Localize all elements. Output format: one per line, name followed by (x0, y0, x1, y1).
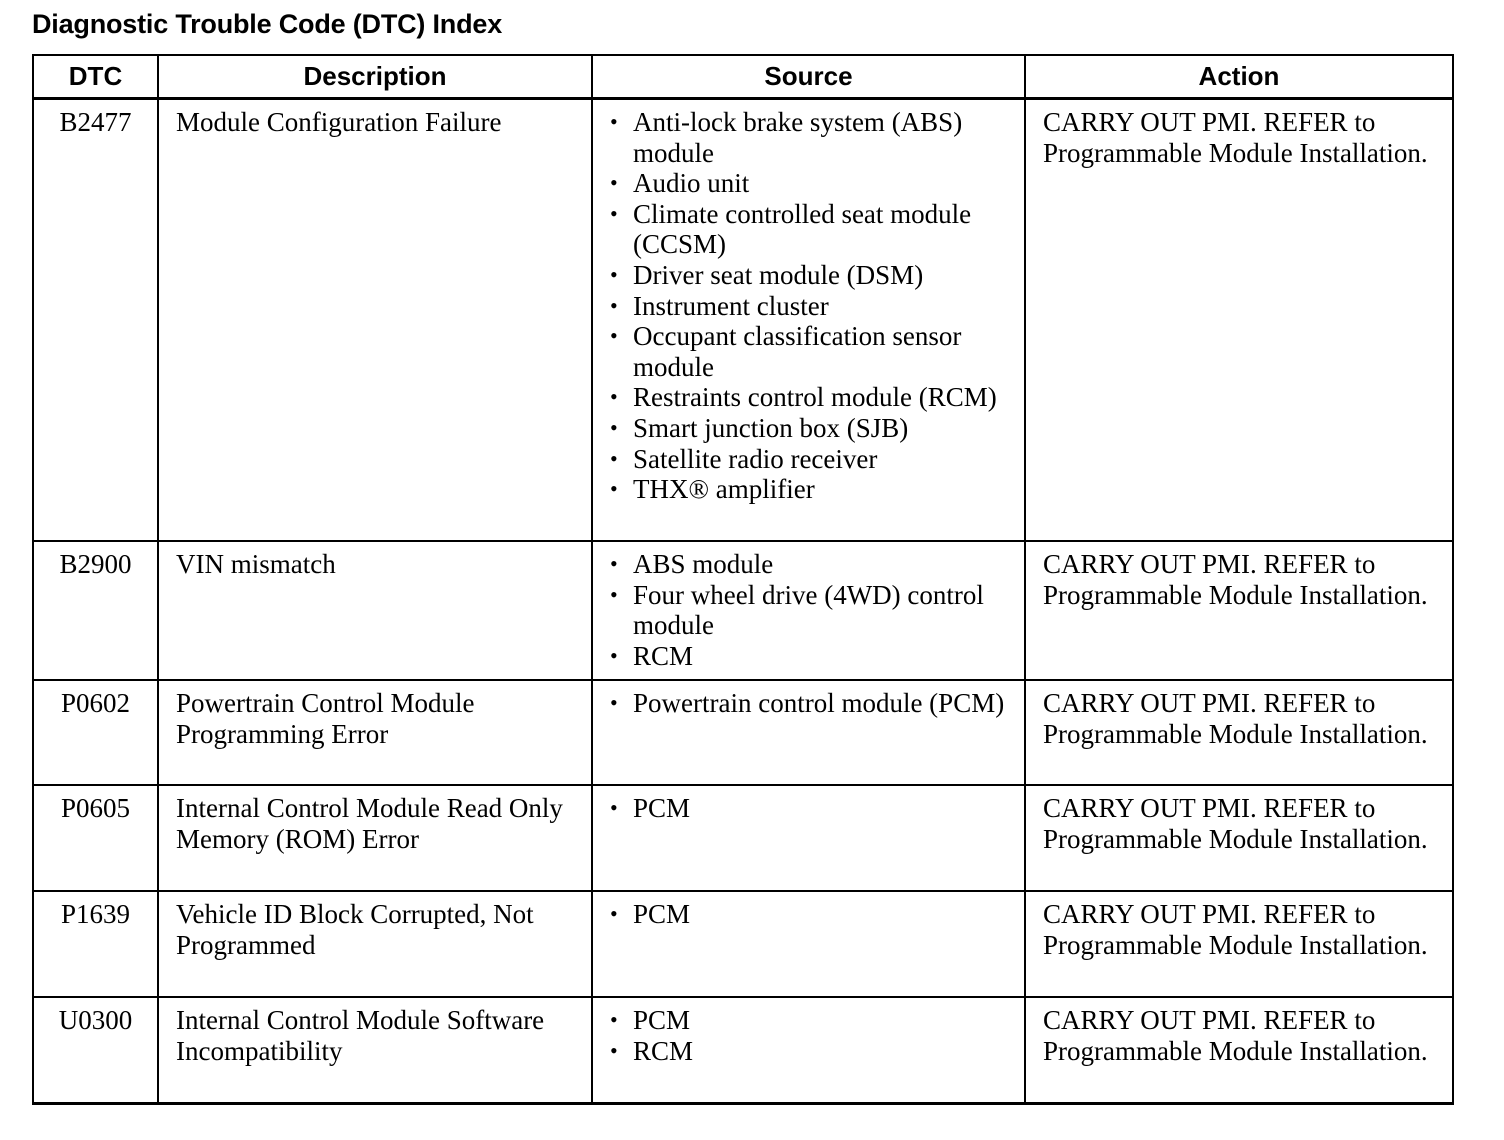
source-item (610, 549, 1016, 580)
dtc-source-cell (592, 99, 1025, 542)
source-item (610, 107, 1016, 168)
source-list (610, 793, 1016, 824)
bullet-icon: • (610, 1007, 618, 1033)
column-header-description: Description (158, 55, 592, 99)
dtc-source-cell (592, 680, 1025, 785)
source-item-text: RCM (633, 1035, 694, 1066)
source-item-text: Four wheel drive (4WD) control module (633, 579, 984, 641)
source-item (610, 899, 1016, 930)
dtc-description: Internal Control Module Software Incompatibility (158, 997, 592, 1104)
source-item (610, 199, 1016, 260)
bullet-icon: • (610, 414, 618, 440)
table-row (33, 541, 1453, 680)
dtc-action: CARRY OUT PMI. REFER to Programmable Module Installation. (1025, 680, 1453, 785)
source-item-text: Audio unit (633, 168, 750, 199)
dtc-code: P1639 (33, 891, 158, 997)
source-item (610, 1005, 1016, 1036)
table-row (33, 891, 1453, 997)
dtc-source-cell (592, 541, 1025, 680)
dtc-description: Powertrain Control Module Programming Error (158, 680, 592, 785)
bullet-icon: • (610, 551, 618, 576)
source-list (610, 107, 1016, 505)
source-item-text: Restraints control module (RCM) (633, 382, 997, 413)
bullet-icon: • (610, 476, 618, 502)
bullet-icon: • (610, 109, 618, 134)
source-item-text: PCM (633, 793, 691, 824)
source-item (610, 413, 1016, 444)
source-item (610, 688, 1016, 719)
column-header-action: Action (1025, 55, 1453, 99)
source-item (610, 321, 1016, 382)
source-item-text: Occupant classification sensor module (633, 321, 962, 382)
source-item-text: Powertrain control module (PCM) (633, 688, 1005, 719)
source-item-text: Instrument cluster (633, 290, 829, 321)
dtc-code: B2477 (33, 99, 158, 542)
column-header-source: Source (592, 55, 1025, 99)
dtc-action: CARRY OUT PMI. REFER to Programmable Module Installation. (1025, 997, 1453, 1104)
page-title: Diagnostic Trouble Code (DTC) Index (32, 9, 503, 39)
source-item-text: PCM (633, 899, 691, 930)
bullet-icon: • (610, 1037, 618, 1063)
source-item (610, 291, 1016, 322)
bullet-icon: • (610, 642, 618, 668)
source-list (610, 1005, 1016, 1066)
dtc-description: VIN mismatch (158, 541, 592, 680)
dtc-action: CARRY OUT PMI. REFER to Programmable Module Installation. (1025, 891, 1453, 997)
source-list (610, 899, 1016, 930)
source-item (610, 382, 1016, 413)
dtc-action: CARRY OUT PMI. REFER to Programmable Module Installation. (1025, 99, 1453, 542)
dtc-code: P0605 (33, 785, 158, 891)
dtc-code: B2900 (33, 541, 158, 680)
bullet-icon: • (610, 384, 618, 410)
source-item (610, 793, 1016, 824)
source-item (610, 641, 1016, 672)
source-item-text: Anti-lock brake system (ABS) module (633, 107, 963, 168)
table-row (33, 785, 1453, 891)
dtc-action: CARRY OUT PMI. REFER to Programmable Module Installation. (1025, 541, 1453, 680)
source-item-text: ABS module (633, 549, 774, 579)
source-item-text: Smart junction box (SJB) (633, 412, 909, 443)
source-item (610, 474, 1016, 505)
dtc-description: Internal Control Module Read Only Memory (ROM) Error (158, 785, 592, 891)
source-item (610, 444, 1016, 475)
dtc-description: Vehicle ID Block Corrupted, Not Programmed (158, 891, 592, 997)
source-item-text: Climate controlled seat module (CCSM) (633, 198, 972, 260)
bullet-icon: • (610, 200, 618, 226)
bullet-icon: • (610, 292, 618, 318)
bullet-icon: • (610, 795, 618, 821)
dtc-index-table (32, 54, 1454, 1105)
bullet-icon: • (610, 261, 618, 287)
dtc-description: Module Configuration Failure (158, 99, 592, 542)
source-item-text: RCM (633, 640, 694, 671)
dtc-action: CARRY OUT PMI. REFER to Programmable Module Installation. (1025, 785, 1453, 891)
table-header-row (33, 55, 1453, 99)
dtc-source-cell (592, 891, 1025, 997)
bullet-icon: • (610, 323, 618, 349)
table-row (33, 680, 1453, 785)
bullet-icon: • (610, 901, 618, 927)
source-item-text: Satellite radio receiver (633, 443, 878, 474)
dtc-code: U0300 (33, 997, 158, 1104)
column-header-dtc: DTC (33, 55, 158, 99)
source-item (610, 580, 1016, 641)
table-row (33, 99, 1453, 542)
source-item (610, 1036, 1016, 1067)
source-list (610, 688, 1016, 719)
dtc-code: P0602 (33, 680, 158, 785)
table-row (33, 997, 1453, 1104)
dtc-source-cell (592, 785, 1025, 891)
source-item (610, 168, 1016, 199)
source-item-text: Driver seat module (DSM) (633, 259, 924, 290)
dtc-source-cell (592, 997, 1025, 1104)
source-list (610, 549, 1016, 671)
bullet-icon: • (610, 581, 618, 607)
source-item (610, 260, 1016, 291)
source-item-text: THX® amplifier (633, 474, 815, 505)
bullet-icon: • (610, 445, 618, 471)
source-item-text: PCM (633, 1005, 691, 1036)
bullet-icon: • (610, 170, 618, 196)
bullet-icon: • (610, 690, 618, 716)
